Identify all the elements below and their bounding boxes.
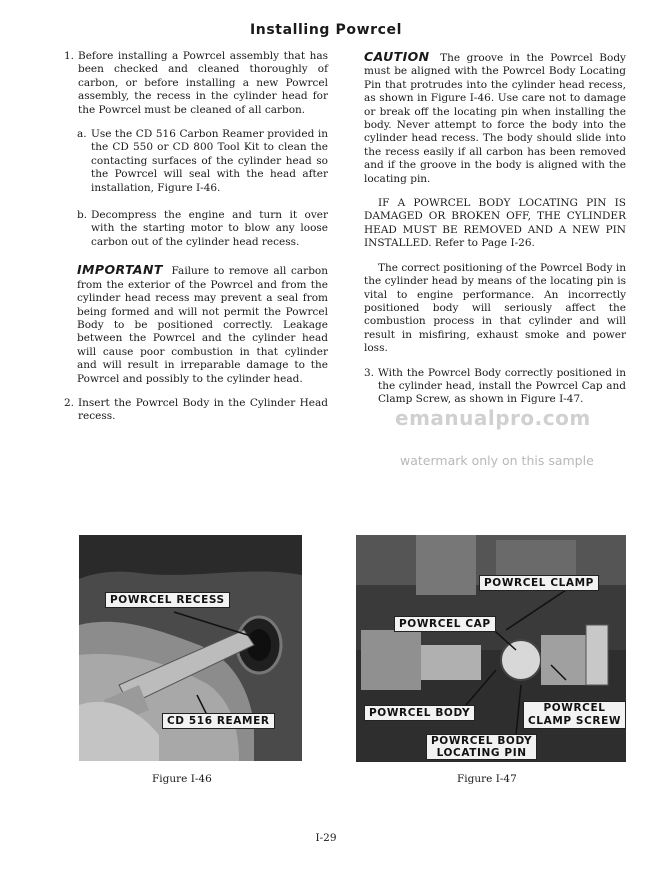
label-line: LOCATING PIN [436,747,527,759]
important-label: IMPORTANT [77,262,163,278]
substep-text: Decompress the engine and turn it over with the starting motor to blow any loose carbon out of the cylinder head recess. [91,209,328,248]
positioning-paragraph: The correct positioning of the Powrcel Body in the cylinder head by means of the locating pin is vital to engine performance. An incorrectly positioned body will seriously affect the combustion process in that cylinder and will result in misfiring, exhaust smoke and power loss. [364,261,626,355]
label-powrcel-recess: POWRCEL RECESS [105,592,230,608]
caution-label: CAUTION [364,49,430,64]
figure-i-47-photo [356,535,626,762]
step-text: With the Powrcel Body correctly positioned in the cylinder head, install the Powrcel Cap and Clamp Screw, as shown in Figure I-47. [378,366,626,406]
step-3 [364,367,626,407]
step-text: Insert the Powrcel Body in the Cylinder Head recess. [78,396,328,423]
caption-figure-46: Figure I-46 [152,773,212,785]
caption-figure-47: Figure I-47 [457,773,517,785]
watermark-brand: emanualpro.com [395,406,591,430]
step-text: Before installing a Powrcel assembly that has been checked and cleaned thoroughly of carbon, or before installing a new Powrcel assembly, the recess in the cylinder head for the Powrcel must be cleaned of all carbon. [78,50,328,116]
substep-letter: b. [77,209,88,222]
label-powrcel-locating-pin [426,734,537,760]
substep-letter: a. [77,128,87,141]
label-powrcel-clamp: POWRCEL CLAMP [479,575,599,591]
important-text: Failure to remove all carbon from the exterior of the Powrcel and from the cylinder head recess may prevent a seal from being formed and will not permit the Powrcel Body to be positioned correctly. Leakage between the Powrcel and the cylinder head will cause poor combustion in that cylinder and will result in irreparable damage to the Powrcel and possibly to the cylinder head. [77,265,328,385]
label-line: POWRCEL BODY [431,735,533,747]
step-1 [64,50,328,117]
caution-text: The groove in the Powrcel Body must be aligned with the Powrcel Body Locating Pin that protrudes into the cylinder head recess, as shown in Figure I-46. Use care not to damage or break off the locating pin when installing the body. Never attempt to force the body into the cylinder head recess. The body should slide into the recess easily if all carbon has been removed and if the groove in the body is aligned with the locating pin. [364,52,626,185]
warning-paragraph: IF A POWRCEL BODY LOCATING PIN IS DAMAGED OR BROKEN OFF, THE CYLINDER HEAD MUST BE REMOVED AND A NEW PIN INSTALLED. Refer to Page I-26. [364,197,626,250]
substep-text: Use the CD 516 Carbon Reamer provided in the CD 550 or CD 800 Tool Kit to clean the contacting surfaces of the cylinder head so the Powrcel will seal with the head after installation, Figure I-46. [91,128,328,194]
left-column [64,50,328,435]
label-cd516-reamer: CD 516 REAMER [162,713,275,729]
watermark-sample: watermark only on this sample [400,453,594,468]
step-2 [64,397,328,424]
step-number: 3. [364,366,375,379]
step-number: 2. [64,396,75,409]
step-1b [77,209,328,249]
important-note [77,263,328,386]
page-title: Installing Powrcel [249,22,403,38]
label-line: CLAMP SCREW [528,715,622,727]
step-1a [77,128,328,195]
label-powrcel-clamp-screw [523,701,626,729]
caution-note [364,50,626,186]
figure-i-46-photo [79,535,302,761]
label-powrcel-cap: POWRCEL CAP [394,616,496,632]
label-line: POWRCEL [543,702,606,714]
step-number: 1. [64,50,75,62]
label-powrcel-body: POWRCEL BODY [364,705,475,721]
right-column [364,50,626,418]
page-number: I-29 [315,832,337,844]
